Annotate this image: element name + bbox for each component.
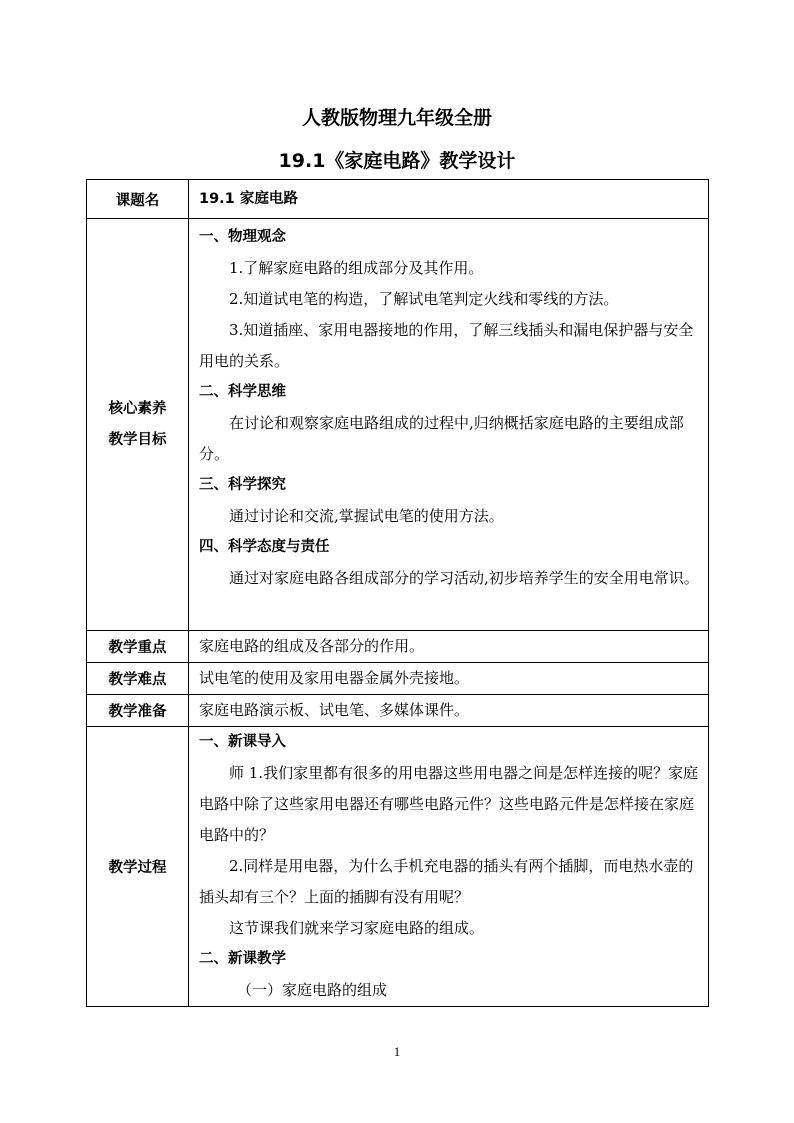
document-title: 人教版物理九年级全册 [301, 107, 492, 129]
value-difficulty: 试电笔的使用及家用电器金属外壳接地。 [189, 663, 709, 695]
row-topic [87, 180, 709, 219]
label-process: 教学过程 [87, 727, 189, 1007]
lesson-plan-table [86, 179, 709, 1007]
process-item-3: 这节课我们就来学习家庭电路的组成。 [229, 919, 485, 937]
process-content [189, 727, 709, 1007]
value-preparation: 家庭电路演示板、试电笔、多媒体课件。 [189, 695, 709, 727]
process-heading-2: 二、新课教学 [199, 951, 286, 967]
label-goals [87, 219, 189, 631]
row-process [87, 727, 709, 1007]
goals-heading-1: 一、物理观念 [199, 229, 286, 245]
row-preparation [87, 695, 709, 727]
process-item-1: 师 1.我们家里都有很多的用电器这些用电器之间是怎样连接的呢？家庭电路中除了这些家用电器还有哪些电路元件？这些电路元件是怎样接在家庭电路中的？ [199, 764, 699, 844]
process-item-2: 2.同样是用电器，为什么手机充电器的插头有两个插脚，而电热水壶的插头却有三个？上面的插脚有没有用呢？ [199, 857, 694, 906]
goals-heading-3: 三、科学探究 [199, 477, 286, 493]
process-heading-1: 一、新课导入 [199, 734, 286, 750]
label-difficulty: 教学难点 [87, 663, 189, 695]
goals-item-6: 通过对家庭电路各组成部分的学习活动,初步培养学生的安全用电常识。 [229, 569, 699, 587]
value-topic: 19.1 家庭电路 [189, 180, 709, 219]
label-goals-line2: 教学目标 [108, 431, 167, 448]
label-topic: 课题名 [87, 180, 189, 219]
goals-item-4: 在讨论和观察家庭电路组成的过程中,归纳概括家庭电路的主要组成部分。 [199, 414, 684, 463]
goals-item-1: 1.了解家庭电路的组成部分及其作用。 [229, 259, 484, 277]
label-key-points: 教学重点 [87, 631, 189, 663]
row-key-points [87, 631, 709, 663]
goals-content [189, 219, 709, 631]
goals-heading-4: 四、科学态度与责任 [199, 539, 330, 555]
label-goals-line1: 核心素养 [108, 400, 167, 417]
goals-item-2: 2.知道试电笔的构造，了解试电笔判定火线和零线的方法。 [229, 290, 619, 308]
goals-item-3: 3.知道插座、家用电器接地的作用，了解三线插头和漏电保护器与安全用电的关系。 [199, 321, 694, 370]
page-number: 1 [393, 1044, 401, 1059]
value-key-points: 家庭电路的组成及各部分的作用。 [189, 631, 709, 663]
label-preparation: 教学准备 [87, 695, 189, 727]
goals-item-5: 通过讨论和交流,掌握试电笔的使用方法。 [229, 507, 504, 525]
process-item-4: （一）家庭电路的组成 [237, 981, 388, 999]
row-difficulty [87, 663, 709, 695]
row-goals [87, 219, 709, 631]
goals-heading-2: 二、科学思维 [199, 384, 286, 400]
document-subtitle: 19.1《家庭电路》教学设计 [278, 150, 516, 172]
